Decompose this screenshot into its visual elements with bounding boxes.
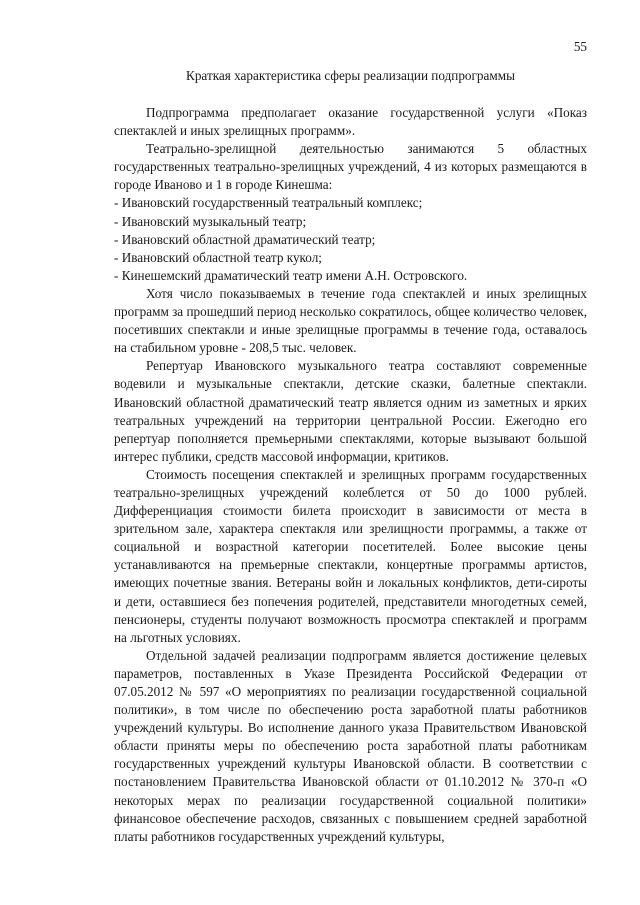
list-item: - Ивановский музыкальный театр;: [114, 213, 307, 229]
list-item: - Ивановский областной драматический театр;: [114, 231, 376, 247]
paragraph-3: Хотя число показываемых в течение года спектаклей и иных зрелищных программ за прошедший период несколько сократилось, общее количество человек, посетивших спектакли и иные зрелищные программы в течение года, оставалось на стабильном уровне - 208,5 тыс. человек.: [114, 285, 587, 356]
section-heading: Краткая характеристика сферы реализации подпрограммы: [186, 68, 515, 83]
document-body: [114, 104, 587, 846]
theatre-list: [114, 194, 587, 284]
paragraph-2: Театрально-зрелищной деятельностью занимаются 5 областных государственных театрально-зрелищных учреждений, 4 из которых размещаются в городе Иваново и 1 в городе Кинешма:: [114, 141, 587, 193]
paragraph-6: Отдельной задачей реализации подпрограмм является достижение целевых параметров, поставленных в Указе Президента Российской Федерации от 07.05.2012 № 597 «О мероприятиях по реализации государственной социальной политики», в том числе по обеспечению роста заработной платы работников учреждений культуры. Во исполнение данного указа Правительством Ивановской области приняты меры по обеспечению роста заработной платы работникам государственных учреждений культуры Ивановской области. В соответствии с постановлением Правительства Ивановской области от 01.10.2012 № 370-п «О некоторых мерах по реализации государственной социальной политики» финансовое обеспечение расходов, связанных с повышением средней заработной платы работников государственных учреждений культуры,: [114, 647, 587, 844]
list-item: - Ивановский государственный театральный комплекс;: [114, 195, 423, 211]
paragraph-5: Стоимость посещения спектаклей и зрелищных программ государственных театрально-зрелищных учреждений колеблется от 50 до 1000 рублей. Дифференциация стоимости билета происходит в зависимости от места в зрительном зале, характера спектакля или зрелищности программы, а также от социальной и возрастной категории посетителей. Более высокие цены устанавливаются на премьерные спектакли, концертные программы артистов, имеющих почетные звания. Ветераны войн и локальных конфликтов, дети-сироты и дети, оставшиеся без попечения родителей, представители многодетных семей, пенсионеры, студенты получают возможность просмотра спектаклей и программ на льготных условиях.: [114, 466, 587, 645]
paragraph-4: Репертуар Ивановского музыкального театра составляют современные водевили и музыкальные спектакли, детские сказки, балетные спектакли. Ивановский областной драматический театр является одним из заметных и ярких театральных учреждений на территории центральной России. Ежегодно его репертуар пополняется премьерными спектаклями, которые вызывают большой интерес публики, средств массовой информации, критиков.: [114, 358, 587, 464]
page-number: 55: [573, 39, 587, 54]
paragraph-1: Подпрограмма предполагает оказание государственной услуги «Показ спектаклей и иных зрелищных программ».: [114, 105, 587, 139]
list-item: - Кинешемский драматический театр имени А.Н. Островского.: [114, 267, 468, 283]
list-item: - Ивановский областной театр кукол;: [114, 249, 322, 265]
